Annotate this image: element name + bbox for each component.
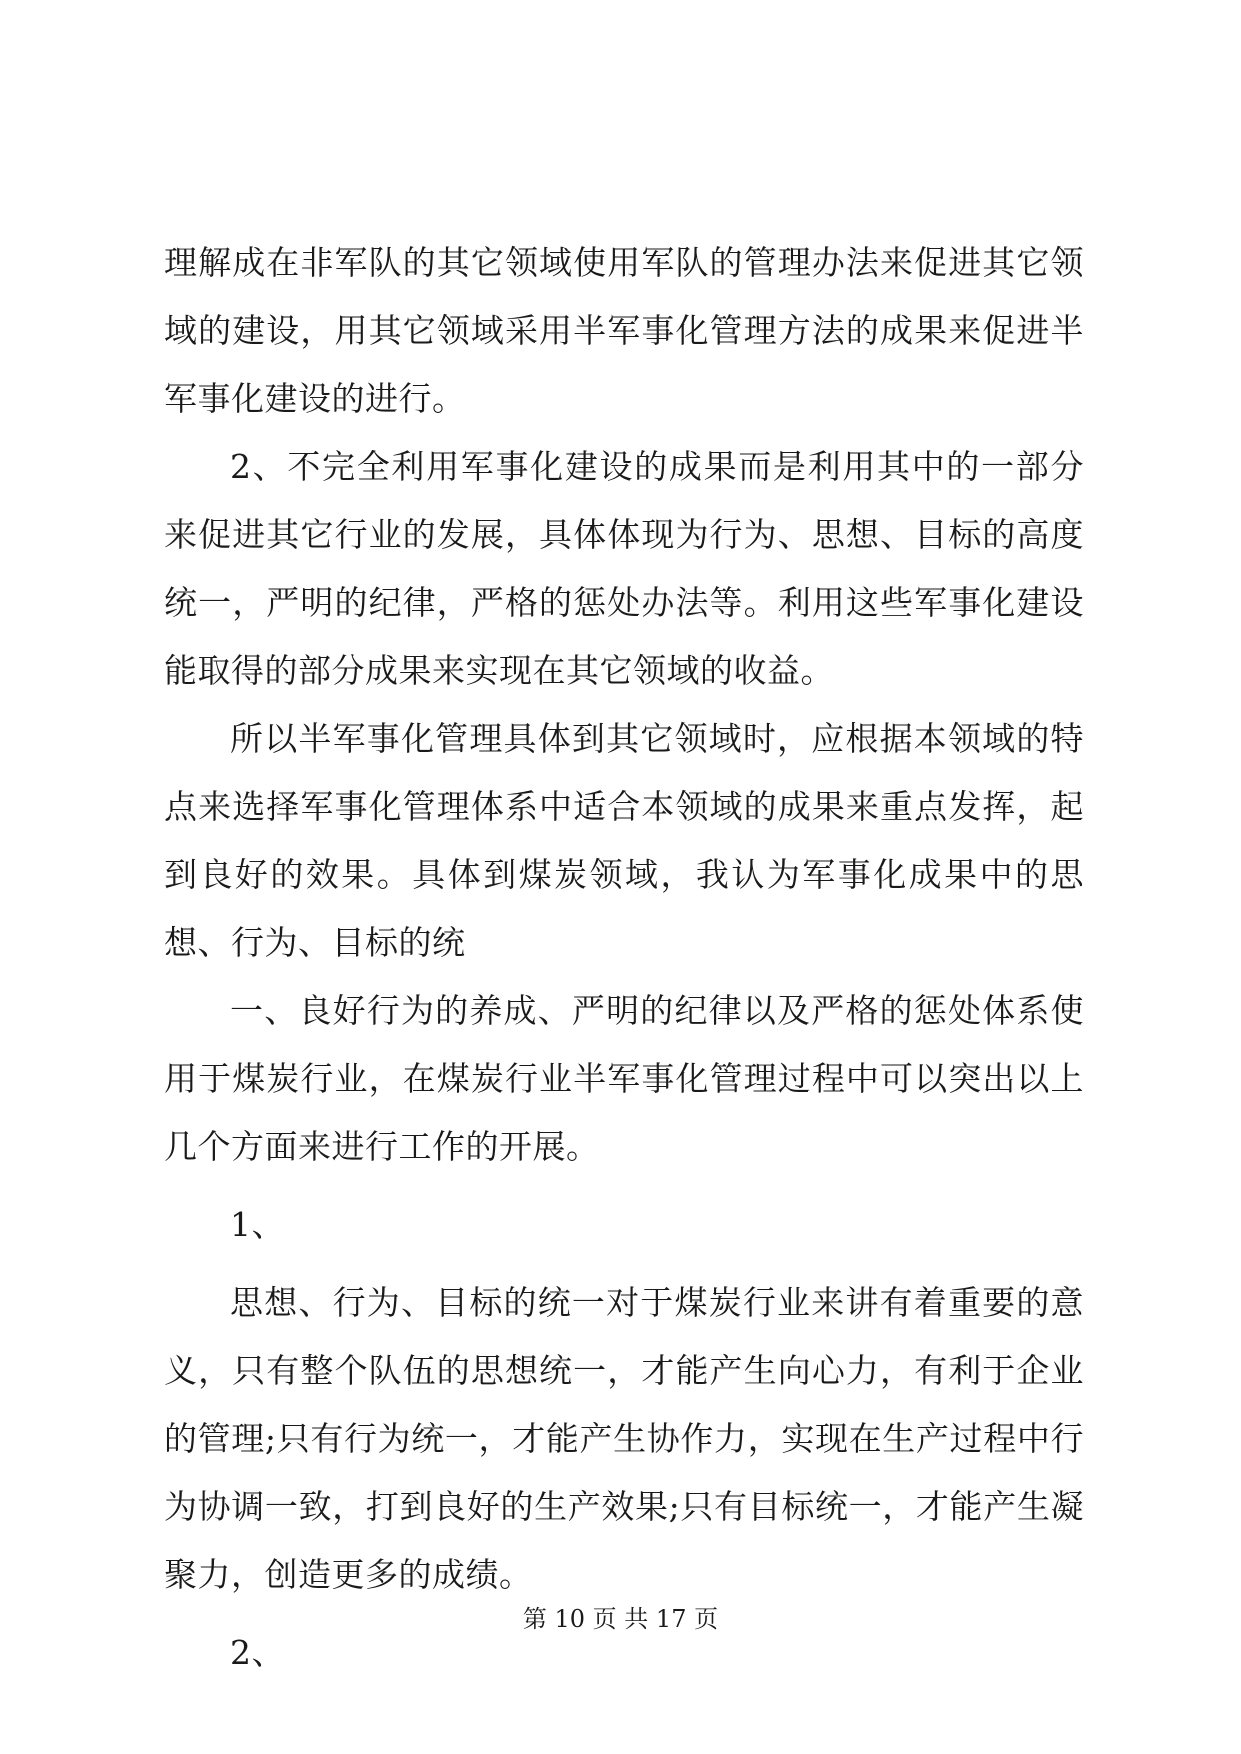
document-body (164, 229, 1084, 1687)
paragraph-section-one: 一、良好行为的养成、严明的纪律以及严格的惩处体系使用于煤炭行业，在煤炭行业半军事化管理过程中可以突出以上几个方面来进行工作的开展。 (164, 991, 1084, 1166)
paragraph-item-2-heading: 2、 (230, 1633, 285, 1672)
paragraph-summary: 所以半军事化管理具体到其它领域时，应根据本领域的特点来选择军事化管理体系中适合本领域的成果来重点发挥，起到良好的效果。具体到煤炭领域，我认为军事化成果中的思想、行为、目标的统 (164, 719, 1084, 962)
page-number-footer: 第 10 页 共 17 页 (522, 1605, 719, 1633)
paragraph-continuation: 理解成在非军队的其它领域使用军队的管理办法来促进其它领域的建设，用其它领域采用半军事化管理方法的成果来促进半军事化建设的进行。 (164, 243, 1084, 418)
paragraph-unity-importance: 思想、行为、目标的统一对于煤炭行业来讲有着重要的意义，只有整个队伍的思想统一，才能产生向心力，有利于企业的管理;只有行为统一，才能产生协作力，实现在生产过程中行为协调一致，打到良好的生产效果;只有目标统一，才能产生凝聚力，创造更多的成绩。 (164, 1283, 1084, 1594)
paragraph-item-1-heading: 1、 (230, 1205, 285, 1244)
paragraph-point-2: 2、不完全利用军事化建设的成果而是利用其中的一部分来促进其它行业的发展，具体体现为行为、思想、目标的高度统一，严明的纪律，严格的惩处办法等。利用这些军事化建设能取得的部分成果来实现在其它领域的收益。 (164, 447, 1084, 690)
